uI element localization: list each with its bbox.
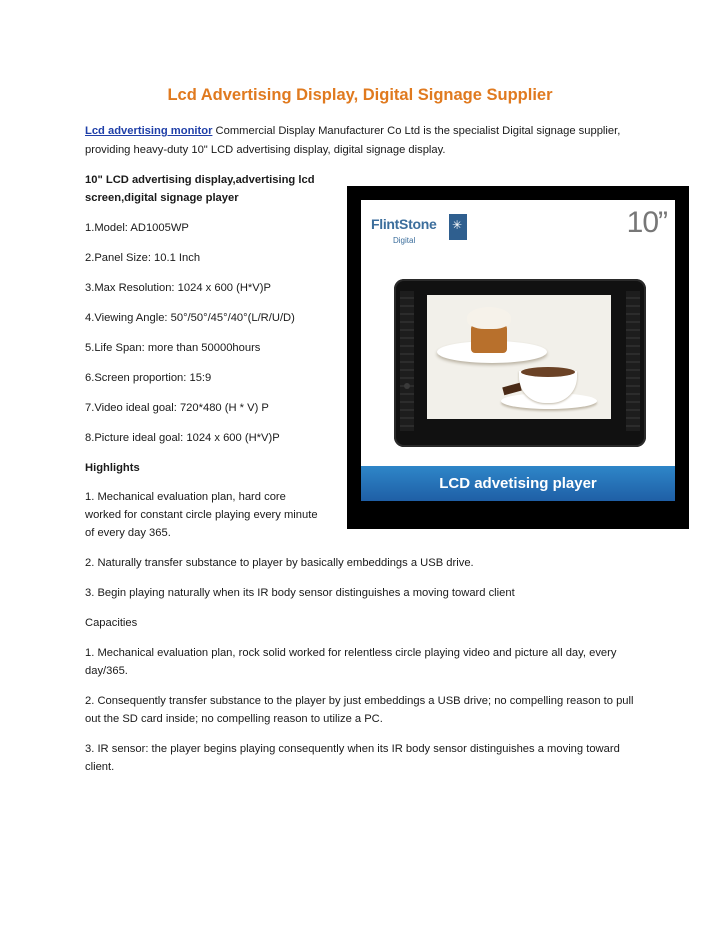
brand-subtitle: Digital <box>393 236 416 245</box>
monitor-vent-right <box>626 291 640 431</box>
intro-text: Commercial Display Manufacturer Co Ltd is the specialist Digital signage supplier, providing heavy-duty 10" LCD advertising display, digital signage display. <box>85 125 621 156</box>
highlight-item-1-line3: of every day 365. <box>85 527 171 539</box>
highlights-heading: Highlights <box>85 462 140 474</box>
spec-item: 4.Viewing Angle: 50°/50°/45°/40°(L/R/U/D) <box>85 312 295 324</box>
product-heading-line1: 10" LCD advertising display,advertising lcd <box>85 174 315 186</box>
spec-item: 3.Max Resolution: 1024 x 600 (H*V)P <box>85 282 271 294</box>
brand-name: FlintStone <box>371 216 437 232</box>
highlight-item-1-line2: worked for constant circle playing every minute <box>85 509 318 521</box>
cream-topping <box>467 307 511 329</box>
spec-item: 6.Screen proportion: 15:9 <box>85 372 212 384</box>
brand-logo <box>369 210 469 258</box>
highlight-item-1-line1: 1. Mechanical evaluation plan, hard core <box>85 491 286 503</box>
page-title: Lcd Advertising Display, Digital Signage Supplier <box>167 86 553 104</box>
capacity-item-3: 3. IR sensor: the player begins playing consequently when its IR body sensor distinguishes a moving toward client. <box>85 743 620 773</box>
spec-item: 1.Model: AD1005WP <box>85 222 189 234</box>
product-heading-line2: screen,digital signage player <box>85 192 239 204</box>
chocolate-piece <box>502 383 521 395</box>
spec-item: 2.Panel Size: 10.1 Inch <box>85 252 201 264</box>
intro-paragraph <box>85 122 645 160</box>
monitor-screen <box>427 295 611 419</box>
monitor-illustration <box>394 279 646 447</box>
product-banner: LCD advetising player <box>361 466 675 501</box>
highlight-item-3: 3. Begin playing naturally when its IR body sensor distinguishes a moving toward client <box>85 587 515 599</box>
highlight-item-2: 2. Naturally transfer substance to player by basically embeddings a USB drive. <box>85 557 474 569</box>
product-image <box>347 186 689 529</box>
spec-item: 7.Video ideal goal: 720*480 (H * V) P <box>85 402 269 414</box>
capacities-heading: Capacities <box>85 617 138 629</box>
product-image-inner <box>361 200 675 501</box>
power-button-icon <box>404 383 410 389</box>
brand-star-icon: ✳ <box>449 214 467 240</box>
spec-item: 8.Picture ideal goal: 1024 x 600 (H*V)P <box>85 432 280 444</box>
monitor-vent-left <box>400 291 414 431</box>
screen-size-label: 10” <box>626 206 667 239</box>
coffee <box>521 367 575 377</box>
lcd-advertising-monitor-link[interactable]: Lcd advertising monitor <box>85 125 213 137</box>
capacity-item-1: 1. Mechanical evaluation plan, rock solid worked for relentless circle playing video and picture all day, every day/365. <box>85 647 617 677</box>
capacity-item-2: 2. Consequently transfer substance to the player by just embeddings a USB drive; no compelling reason to pull out the SD card inside; no compelling reason to utilize a PC. <box>85 695 634 725</box>
spec-item: 5.Life Span: more than 50000hours <box>85 342 261 354</box>
